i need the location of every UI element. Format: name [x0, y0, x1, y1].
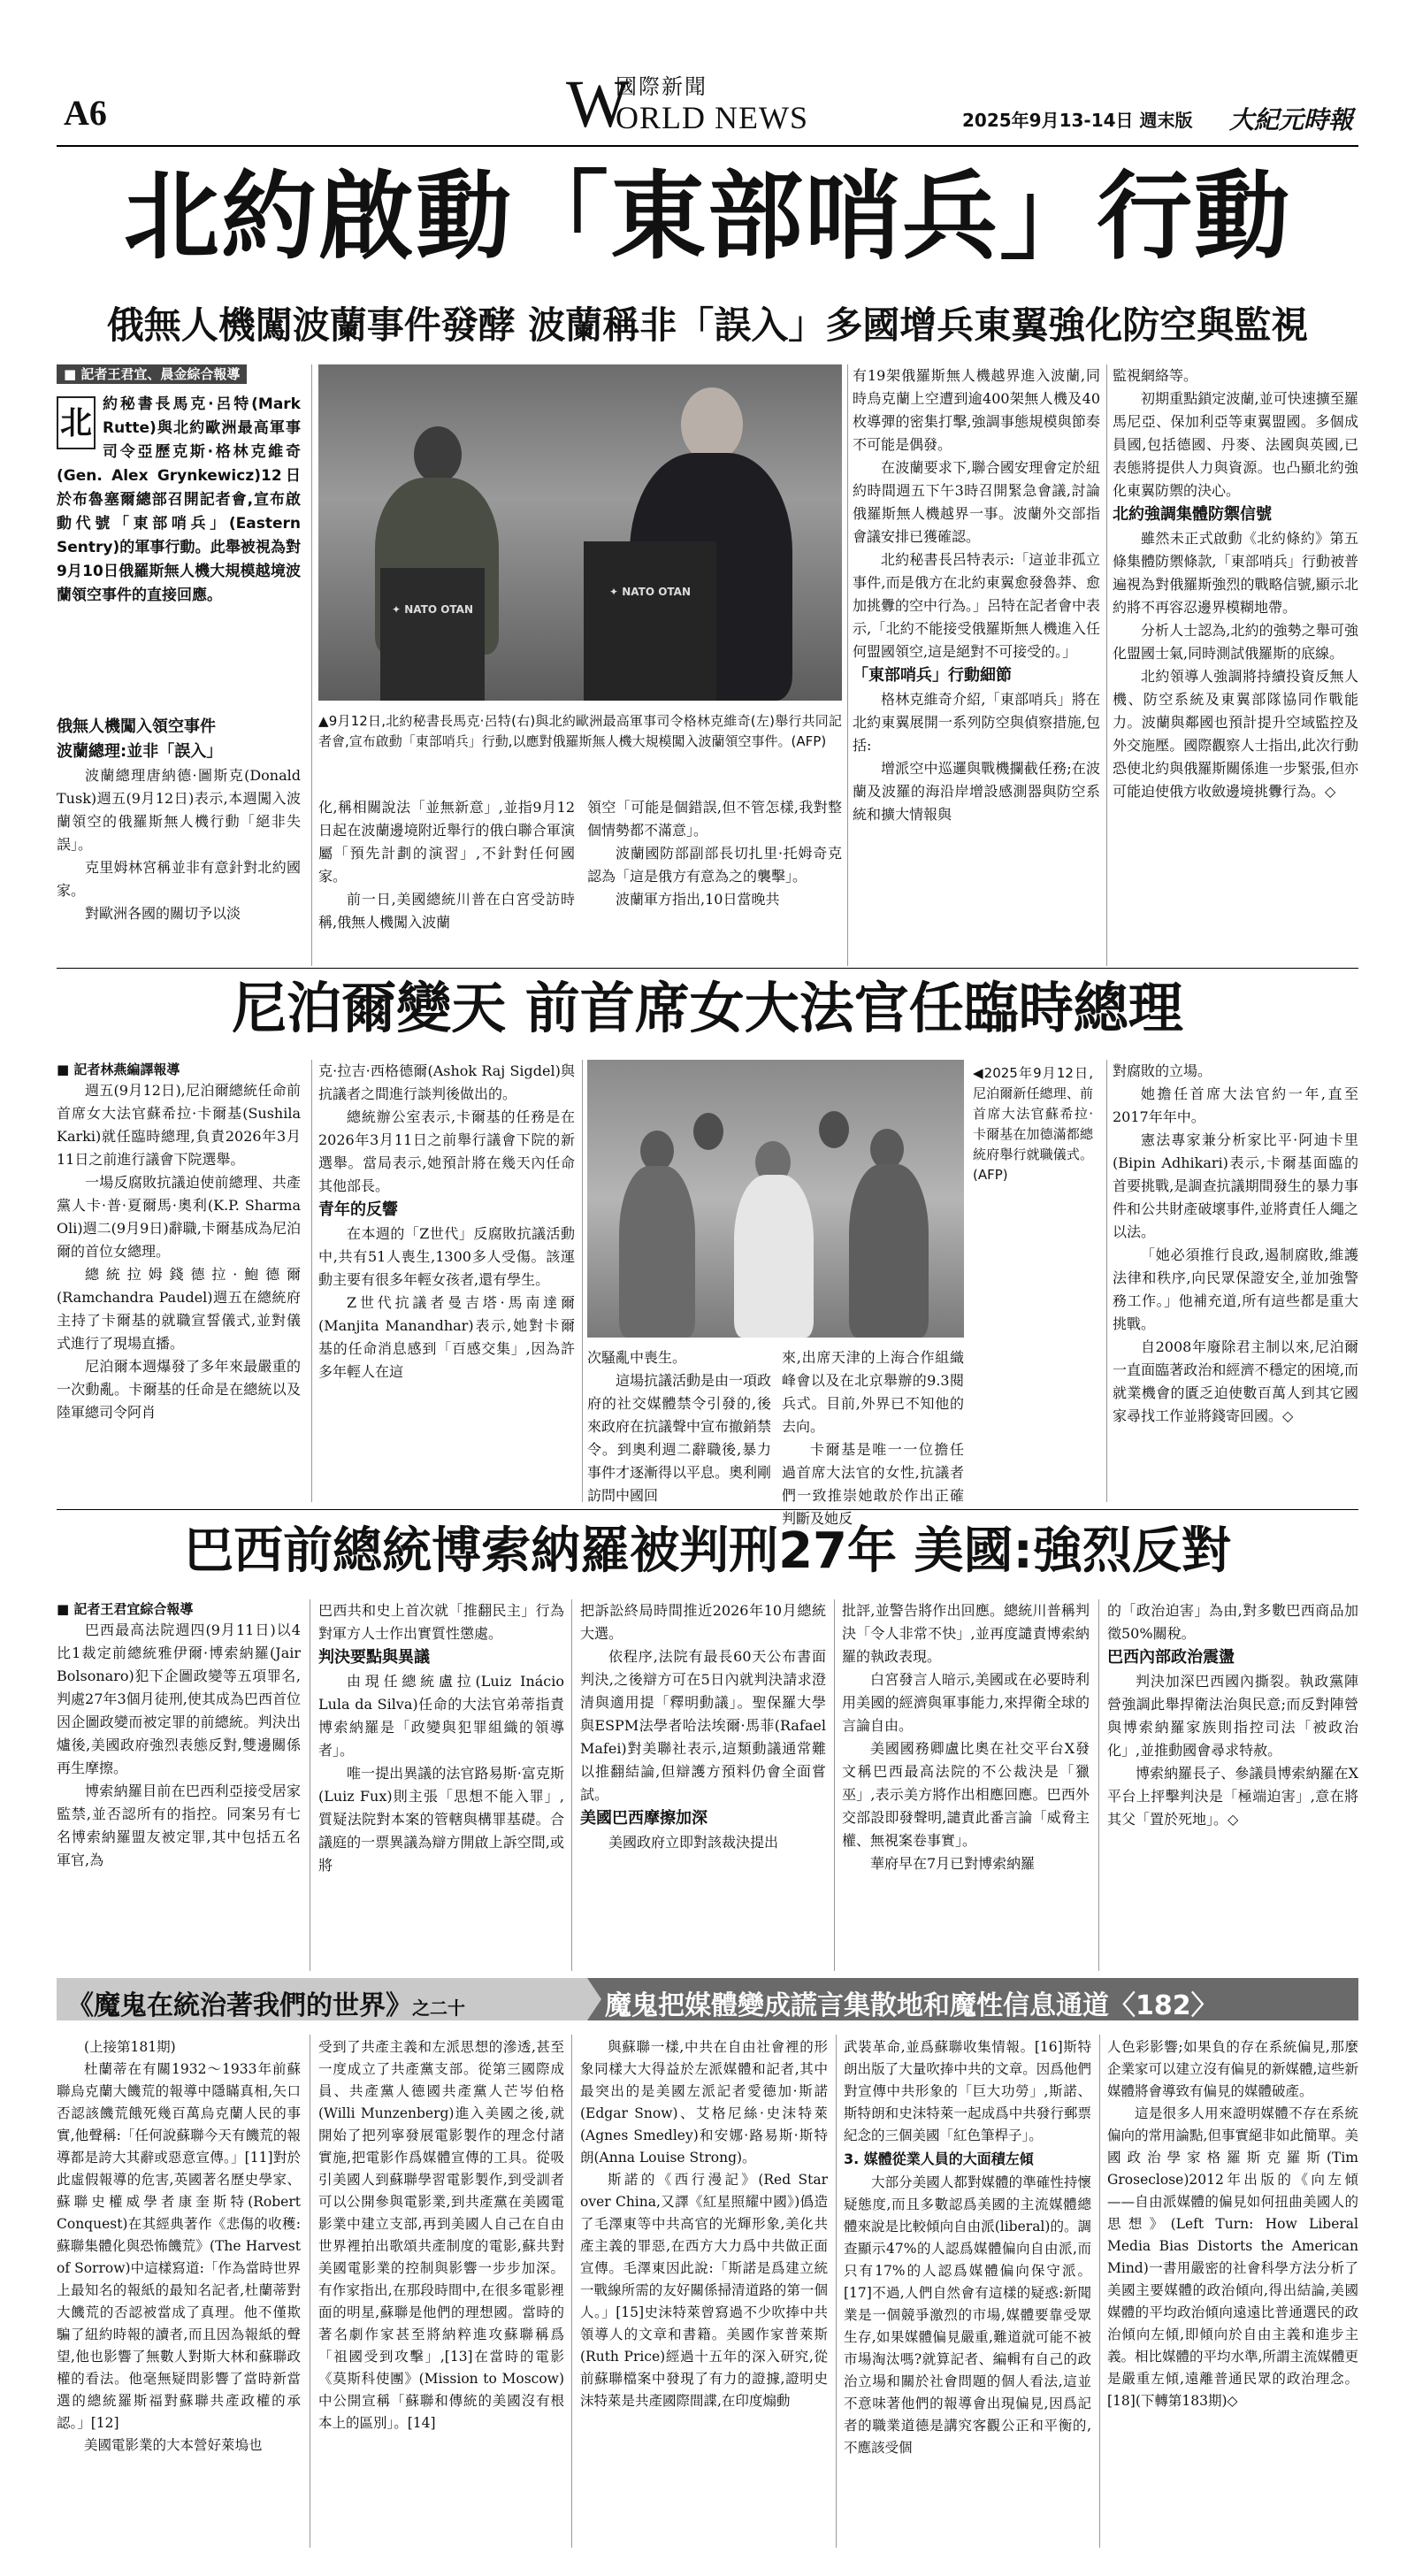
story1-col3: [587, 796, 842, 911]
paragraph: (上接第181期): [84, 2039, 176, 2055]
story2-subhead: 青年的反響: [318, 1200, 398, 1219]
paragraph: 的「政治迫害」為由,對多數巴西商品加徵50%關稅。: [1107, 1602, 1358, 1642]
issue-date: 2025年9月13-14日 週末版: [962, 110, 1193, 131]
paragraph: 雖然未正式啟動《北約條約》第五條集體防禦條款,「東部哨兵」行動被普遍視為對俄羅斯強烈的戰略信號,顯示北約將不再容忍邊界模糊地帶。: [1113, 530, 1358, 616]
story1-subhead-3: 北約強調集體防禦信號: [1113, 505, 1272, 524]
story3-col1: [57, 1599, 301, 1872]
masthead-rule: [57, 145, 1358, 147]
paragraph: 杜蘭蒂在有關1932～1933年前蘇聯烏克蘭大饑荒的報導中隱瞞真相,矢口否認該饑荒餓死幾百萬烏克蘭人民的事實,他聲稱:「任何說蘇聯今天有饑荒的報導都是誇大其辭或惡意宣傳。」[11]對於此虛假報導的危害,英國著名歷史學家、蘇聯史權威學者康奎斯特(Robert Conquest)在其經典著作《悲傷的收穫:蘇聯集體化與恐怖饑荒》(The Harvest of Sorrow)中這樣寫道:「作為當時世界上最知名的報紙的最知名記者,杜蘭蒂對大饑荒的否認被當成了真理。他不僅欺騙了紐約時報的讀者,而且因為報紙的聲望,他也影響了無數人對斯大林和蘇聯政權的看法。他毫無疑問影響了當時新當選的總統羅斯福對蘇聯共產政權的承認。」[12]: [57, 2061, 301, 2431]
paragraph: 白宮發言人暗示,美國或在必要時利用美國的經濟與軍事能力,來捍衛全球的言論自由。: [842, 1671, 1090, 1734]
paragraph: 在本週的「Z世代」反腐敗抗議活動中,共有51人喪生,1300多人受傷。該運動主要有很多年輕女孩者,還有學生。: [318, 1225, 575, 1288]
column-divider: [311, 1060, 312, 1502]
paragraph: 初期重點鎖定波蘭,並可快速擴至羅馬尼亞、保加利亞等東翼盟國。多個成員國,包括德國、丹麥、法國與英國,已表態將提供人力與資源。也凸顯北約強化東翼防禦的決心。: [1113, 390, 1358, 499]
paragraph: 華府早在7月已對博索納羅: [870, 1855, 1036, 1872]
paragraph: 波蘭軍方指出,10日當晚共: [616, 891, 780, 908]
banner-arrow-icon: [587, 1978, 601, 2020]
story3-byline: ■ 記者王君宜綜合報導: [57, 1601, 194, 1617]
column-divider: [571, 1599, 572, 1971]
column-divider: [1099, 2035, 1100, 2548]
paragraph: 美國電影業的大本營好萊塢也: [84, 2437, 263, 2453]
paragraph: 有19架俄羅斯無人機越界進入波蘭,同時烏克蘭上空遭到逾400架無人機及40枚導彈的密集打擊,強調事態規模與節奏不可能是偶發。: [853, 367, 1100, 453]
logo-chinese: 國際新聞: [616, 74, 708, 99]
paragraph: 依程序,法院有最長60天公布書面判決,之後辯方可在5日內就判決請求澄清與適用提「釋明動議」。聖保羅大學與ESPM法學者哈法埃爾·馬菲(Rafael Mafei)對美聯社表示,這類動議通常難以推翻結論,但辯護方預料仍會全面嘗試。: [580, 1648, 826, 1803]
paragraph: 監視網絡等。: [1113, 367, 1198, 384]
story3-col4: [842, 1599, 1090, 1875]
story1-caption: ▲9月12日,北約秘書長馬克·呂特(右)與北約歐洲最高軍事司令格林克維奇(左)舉行共同記者會,宣布啟動「東部哨兵」行動,以應對俄羅斯無人機大規模闖入波蘭領空事件。(AFP): [318, 713, 842, 749]
column-divider: [834, 1599, 835, 1971]
story1-subhead: 俄無人機闖波蘭事件發酵 波蘭稱非「誤入」多國增兵東翼強化防空與監視: [106, 303, 1309, 347]
paragraph: 把訴訟終局時間推近2026年10月總統大選。: [580, 1602, 826, 1642]
paragraph: 對腐敗的立場。: [1113, 1062, 1212, 1079]
story1-byline: ■ 記者王君宜、晨金綜合報導: [57, 364, 247, 384]
series-col4: [844, 2036, 1091, 2459]
paragraph: 領空「可能是個錯誤,但不管怎樣,我對整個情勢都不滿意」。: [587, 799, 842, 839]
nato-podium-icon: ✦ NATO OTAN: [392, 603, 473, 616]
paragraph: 這是很多人用來證明媒體不存在系統偏向的常用論點,但事實絕非如此簡單。美國政治學家格羅斯克羅斯(Tim Groseclose)2012年出版的《向左傾——自由派媒體的偏見如何扭曲美國人的思想》(Left Turn: How Liberal Media Bias Distorts the American Mind)一書用嚴密的社會科學方法分析了美國主要媒體的政治傾向,得出結論,美國媒體的平均政治傾向遠遠比普通選民的政治傾向左傾,即傾向於自由主義和進步主義。相比媒體的平均水準,所謂主流媒體更是嚴重左傾,遠離普通民眾的政治理念。[18](下轉第183期)◇: [1107, 2105, 1358, 2409]
story2-col1: [57, 1060, 301, 1424]
paragraph: 對歐洲各國的關切予以淡: [85, 905, 241, 922]
paragraph: 自2008年廢除君主制以來,尼泊爾一直面臨著政治和經濟不穩定的困境,而就業機會的匱乏迫使數百萬人到其它國家尋找工作並將錢寄回國。◇: [1113, 1338, 1358, 1424]
paragraph: 克·拉吉·西格德爾(Ashok Raj Sigdel)與抗議者之間進行談判後做出的。: [318, 1062, 575, 1102]
story2-col2: [318, 1060, 575, 1384]
story2-caption: ◀2025年9月12日,尼泊爾新任總理、前首席大法官蘇希拉·卡爾基在加德滿都總統府舉行就職儀式。(AFP): [973, 1065, 1093, 1183]
story2-col3: [587, 1346, 771, 1507]
series-col3: [580, 2036, 828, 2412]
column-divider: [311, 364, 312, 966]
story3-subhead-3: 巴西內部政治震盪: [1107, 1648, 1235, 1667]
world-news-logo: [566, 67, 858, 142]
story1-col1: [57, 715, 301, 925]
story3-col2: [318, 1599, 564, 1877]
paragraph: 人色彩影響;如果負的存在系統偏見,那麼企業家可以建立沒有偏見的新媒體,這些新媒體將會導致有偏見的媒體破產。: [1107, 2039, 1358, 2099]
paragraph: 批評,並警告將作出回應。總統川普稱判決「令人非常不快」,並再度譴責博索納羅的執政表現。: [842, 1602, 1090, 1665]
series-title: 《魔鬼在統治著我們的世界》: [67, 1990, 412, 2021]
paragraph: 武裝革命,並爲蘇聯收集情報。[16]斯特朗出版了大量吹捧中共的文章。因爲他們對宣傳中共形象的「巨大功勞」,斯諾、斯特朗和史沫特萊一起成爲中共發行郵票紀念的三個美國「紅色筆桿子」。: [844, 2039, 1091, 2143]
paragraph: 格林克維奇介紹,「東部哨兵」將在北約東翼展開一系列防空與偵察措施,包括:: [853, 691, 1100, 754]
series-part: 之二十: [412, 1997, 465, 2019]
paragraph: 卡爾基是唯一一位擔任過首席大法官的女性,抗議者們一致推崇她敢於作出正確判斷及她反: [782, 1441, 964, 1527]
story2-headline: 尼泊爾變天 前首席女大法官任臨時總理: [232, 976, 1183, 1040]
paragraph: 來,出席天津的上海合作組織峰會以及在北京舉辦的9.3閱兵式。目前,外界已不知他的去向。: [782, 1349, 964, 1435]
paragraph: 增派空中巡邏與戰機攔截任務;在波蘭及波羅的海沿岸增設感測器與防空系統和擴大情報與: [853, 760, 1100, 823]
paragraph: 美國國務卿盧比奧在社交平台X發文稱巴西最高法院的不公裁決是「獵巫」,表示美方將作出相應回應。巴西外交部設即發聲明,譴責此番言論「威脅主權、無視案卷事實」。: [842, 1740, 1090, 1849]
paragraph: 分析人士認為,北約的強勢之舉可強化盟國士氣,同時測試俄羅斯的底線。: [1113, 622, 1358, 662]
paragraph: 總統拉姆錢德拉·鮑德爾(Ramchandra Paudel)週五在總統府主持了卡爾基的就職宣誓儀式,並對儀式進行了現場直播。: [57, 1266, 301, 1352]
paragraph: 週五(9月12日),尼泊爾總統任命前首席女大法官蘇希拉·卡爾基(Sushila Karki)就任臨時總理,負責2026年3月11日之前進行議會下院選舉。: [57, 1082, 301, 1168]
column-divider: [582, 1060, 583, 1502]
paragraph: 化,稱相關說法「並無新意」,並指9月12日起在波蘭邊境附近舉行的俄白聯合軍演屬「預先計劃的演習」,不針對任何國家。: [318, 799, 575, 885]
nato-podium-icon: ✦ NATO OTAN: [609, 586, 691, 598]
page-number: A6: [64, 93, 107, 133]
paragraph: 憲法專家兼分析家比平·阿迪卡里(Bipin Adhikari)表示,卡爾基面臨的首要挑戰,是調查抗議期間發生的暴力事件和公共財產破壞事件,並將責任人繩之以法。: [1113, 1131, 1358, 1240]
paragraph: 「她必須推行良政,遏制腐敗,維護法律和秩序,向民眾保證安全,並加強警務工作。」他補充道,所有這些都是重大挑戰。: [1113, 1246, 1358, 1332]
paragraph: 一場反腐敗抗議迫使前總理、共產黨人卡·普·夏爾馬·奧利(K.P. Sharma Oli)週二(9月9日)辭職,卡爾基成為尼泊爾的首位女總理。: [57, 1174, 301, 1260]
paragraph: 大部分美國人都對媒體的準確性持懷疑態度,而且多數認爲美國的主流媒體總體來說是比較傾向自由派(liberal)的。調查顯示47%的人認爲媒體偏向自由派,而只有17%的人認爲媒體偏向保守派。[17]不過,人們自然會有這樣的疑惑:新聞業是一個競爭激烈的市場,媒體要靠受眾生存,如果媒體偏見嚴重,難道就可能不被市場淘汰嗎?就算記者、編輯有自己的政治立場和關於社會問題的個人看法,這並不意味著他們的報導會出現偏見,因爲記者的職業道德是講究客觀公正和平衡的,不應該受個: [844, 2174, 1091, 2456]
paragraph: 由現任總統盧拉(Luiz Inácio Lula da Silva)任命的大法官弟蒂指責博索納羅是「政變與犯罪組織的領導者」。: [318, 1673, 564, 1759]
paragraph: 總統辦公室表示,卡爾基的任務是在2026年3月11日之前舉行議會下院的新選舉。當局表示,她預計將在幾天內任命其他部長。: [318, 1108, 575, 1194]
story1-col5: [1113, 364, 1358, 803]
logo-english: ORLD NEWS: [616, 100, 808, 135]
paragraph: 尼泊爾本週爆發了多年來最嚴重的一次動亂。卡爾基的任命是在總統以及陸軍總司令阿肖: [57, 1358, 301, 1421]
story1-col2: [318, 796, 575, 934]
paragraph: 判決加深巴西國內撕裂。執政黨陣營強調此舉捍衛法治與民意;而反對陣營與博索納羅家族則指控司法「被政治化」,並推動國會尋求特赦。: [1107, 1673, 1358, 1759]
paragraph: 與蘇聯一樣,中共在自由社會裡的形象同樣大大得益於左派媒體和記者,其中最突出的是美國左派記者愛德加·斯諾(Edgar Snow)、艾格尼絲·史沫特萊(Agnes Smedley)和安娜·路易斯·斯特朗(Anna Louise Strong)。: [580, 2039, 828, 2166]
paragraph: 唯一提出異議的法官路易斯·富克斯(Luiz Fux)則主張「思想不能入罪」,質疑法院對本案的管轄與構罪基礎。合議庭的一票異議為辯方開啟上訴空間,或將: [318, 1765, 564, 1874]
paragraph: 前一日,美國總統川普在白宮受訪時稱,俄無人機闖入波蘭: [318, 891, 575, 931]
paragraph: 北約秘書長呂特表示:「這並非孤立事件,而是俄方在北約東翼愈發魯莽、愈加挑釁的空中行為。」呂特在記者會中表示,「北約不能接受俄羅斯無人機進入任何盟國領空,這是絕對不可接受的。」: [853, 551, 1101, 660]
story3-subhead-2: 美國巴西摩擦加深: [580, 1809, 708, 1828]
paper-name: 大紀元時報: [1229, 105, 1354, 134]
story2-photo: [587, 1060, 964, 1338]
paragraph: 在波蘭要求下,聯合國安理會定於紐約時間週五下午3時召開緊急會議,討論俄羅斯無人機越界一事。波蘭外交部指會議安排已獲確認。: [853, 459, 1100, 545]
paragraph: 克里姆林宮稱並非有意針對北約國家。: [57, 859, 301, 899]
paragraph: 她擔任首席大法官約一年,直至2017年年中。: [1113, 1085, 1358, 1125]
column-divider: [571, 2035, 572, 2548]
logo-initial: W: [566, 67, 630, 142]
paragraph: 美國政府立即對該裁決提出: [608, 1834, 779, 1851]
section-divider: [57, 968, 1358, 969]
story3-col5: [1107, 1599, 1358, 1831]
paragraph: 受到了共產主義和左派思想的滲透,甚至一度成立了共產黨支部。從第三國際成員、共產黨人德國共產黨人芒岑伯格(Willi Munzenberg)進入美國之後,就開始了把列寧發展電影製作的理念付諸實施,把電影作爲媒體宣傳的工具。從吸引美國人到蘇聯學習電影製作,到受訓者可以公開參與電影業,到共產黨在美國電影業中建立支部,再到美國人自己在自由世界裡拍出歌頌共產制度的電影,蘇共對美國電影業的控制與影響一步步加深。有作家指出,在那段時間中,在很多電影裡面的明星,蘇聯是他們的理想國。當時的著名劇作家甚至將納粹進攻蘇聯稱爲「祖國受到攻擊」,[13]在當時的電影《莫斯科使團》(Mission to Moscow)中公開宣稱「蘇聯和傳統的美國沒有根本上的區別」。[14]: [318, 2039, 564, 2431]
paragraph: 巴西共和史上首次就「推翻民主」行為對軍方人士作出實質性懲處。: [318, 1602, 564, 1642]
series-subhead: 3. 媒體從業人員的大面積左傾: [844, 2150, 1034, 2167]
story2-byline: ■ 記者林燕編譯報導: [57, 1062, 180, 1077]
section-divider: [57, 1509, 1358, 1510]
series-col1: [57, 2036, 301, 2457]
series-col2: [318, 2036, 564, 2434]
paragraph: 波蘭國防部副部長切扎里·托姆奇克認為「這是俄方有意為之的襲擊」。: [587, 845, 842, 885]
paragraph: 次騷亂中喪生。: [587, 1349, 687, 1366]
series-col5: [1107, 2036, 1358, 2412]
series-banner-left: [57, 1978, 587, 2020]
paragraph: Z世代抗議者曼吉塔·馬南達爾(Manjita Manandhar)表示,她對卡爾基的任命消息感到「百感交集」,因為許多年輕人在這: [318, 1294, 575, 1380]
paragraph: 巴西最高法院週四(9月11日)以4比1裁定前總統雅伊爾·博索納羅(Jair Bolsonaro)犯下企圖政變等五項罪名,判處27年3個月徒刑,使其成為巴西首位因企圖政變而被定罪的前總統。判決出爐後,美國政府強烈表態反對,雙邊關係再生摩擦。: [57, 1622, 301, 1776]
story2-col5: [1113, 1060, 1358, 1428]
column-divider: [1106, 364, 1107, 966]
story3-col3: [580, 1599, 826, 1854]
paragraph: 波蘭總理唐納德·圖斯克(Donald Tusk)週五(9月12日)表示,本週闖入波蘭領空的俄羅斯無人機行動「絕非失誤」。: [57, 767, 301, 853]
story3-headline: 巴西前總統博索納羅被判刑27年 美國:強烈反對: [184, 1522, 1231, 1580]
story1-headline: 北約啟動「東部哨兵」行動: [123, 162, 1291, 272]
column-divider: [836, 2035, 837, 2548]
story1-lead: 約秘書長馬克·呂特(Mark Rutte)與北約歐洲最高軍事司令亞歷克斯·格林克維奇(Gen. Alex Grynkewicz)12日於布魯塞爾總部召開記者會,宣布啟動代號「東部哨兵」(Eastern Sentry)的軍事行動。此舉被視為對9月10日俄羅斯無人機大規模越境波蘭領空事件的直接回應。: [57, 395, 301, 604]
column-divider: [1106, 1060, 1107, 1502]
paragraph: 博索納羅目前在巴西利亞接受居家監禁,並否認所有的指控。同案另有七名博索納羅盟友被定罪,其中包括五名軍官,為: [57, 1782, 301, 1868]
story1-lead-box: [57, 364, 301, 608]
series-chapter-title: 魔鬼把媒體變成謊言集散地和魔性信息通道〈182〉: [605, 1990, 1218, 2021]
story3-subhead-1: 判決要點與異議: [318, 1648, 430, 1667]
story2-col4: [782, 1346, 964, 1530]
series-banner: [57, 1978, 1358, 2020]
paragraph: 斯諾的《西行漫記》(Red Star over China,又譯《紅星照耀中國》)僞造了毛澤東等中共高官的光輝形象,美化共產主義的罪惡,在西方大力爲中共做正面宣傳。毛澤東因此說:「斯諾是爲建立統一戰線所需的友好關係掃清道路的第一個人。」[15]史沫特萊曾寫過不少吹捧中共領導人的文章和書籍。美國作家普萊斯(Ruth Price)經過十五年的深入研究,從前蘇聯檔案中發現了有力的證據,證明史沫特萊是共產國際間諜,在印度煽動: [580, 2172, 828, 2409]
story1-subhead-1: 俄無人機闖入領空事件 波蘭總理:並非「誤入」: [57, 717, 223, 761]
paragraph: 博索納羅長子、參議員博索納羅在X平台上抨擊判決是「極端迫害」,意在將其父「置於死地」。◇: [1107, 1765, 1358, 1828]
story1-photo: [318, 364, 842, 701]
story1-dropcap: 北: [57, 396, 96, 449]
paragraph: 這場抗議活動是由一項政府的社交媒體禁令引發的,後來政府在抗議聲中宣布撤銷禁令。到奧利週二辭職後,暴力事件才逐漸得以平息。奧利剛訪問中國回: [587, 1372, 772, 1504]
paragraph: 北約領導人強調將持續投資反無人機、防空系統及東翼部隊協同作戰能力。波蘭與鄰國也預計提升空域監控及外交施壓。國際觀察人士指出,此次行動恐使北約與俄羅斯關係進一步緊張,但亦可能迫使俄方收斂邊境挑釁行為。◇: [1113, 668, 1358, 800]
column-divider: [1098, 1599, 1099, 1971]
story1-col4: [853, 364, 1100, 826]
column-divider: [847, 364, 848, 966]
story1-subhead-2: 「東部哨兵」行動細節: [853, 666, 1012, 685]
